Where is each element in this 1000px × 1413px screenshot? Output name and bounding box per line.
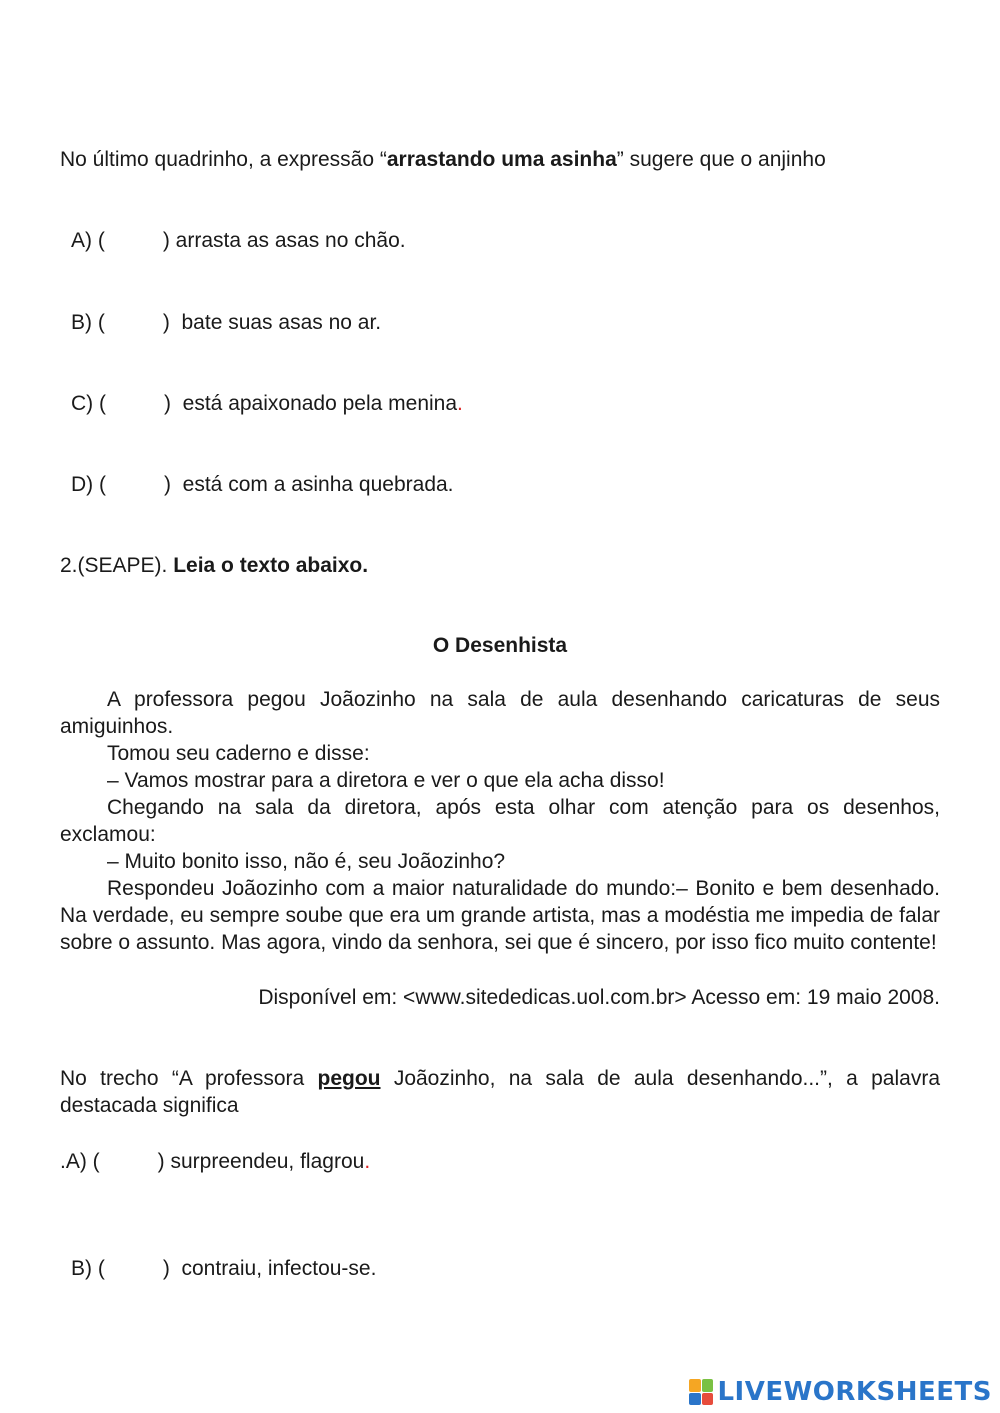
option-text: bate suas asas no ar. [169, 311, 382, 334]
question1-option-a[interactable] [71, 227, 406, 254]
logo-square [702, 1379, 714, 1392]
paragraph: Respondeu Joãozinho com a maior naturalidade do mundo:– Bonito e bem desenhado. Na verdade, eu sempre soube que era um grande artista, mas a modéstia me impedia de falar sobre o assunto. Mas agora, vindo da senhora, sei que é sincero, por isso fico muito contente! [60, 877, 940, 954]
logo-square [689, 1379, 701, 1392]
question1-stem-before: No último quadrinho, a expressão “ [60, 148, 387, 171]
question1-option-c[interactable] [71, 390, 463, 417]
option-close-paren: ) [162, 311, 170, 334]
highlighted-word: pegou [317, 1067, 381, 1090]
option-letter: C) ( [71, 392, 106, 415]
question2-stem-after: Joãozinho, na sala de aula desenhando...”, a palavra [380, 1067, 941, 1090]
option-text: surpreendeu, flagrou [164, 1150, 365, 1173]
option-close-paren: ) [164, 473, 171, 496]
paragraph: A professora pegou Joãozinho na sala de aula desenhando caricaturas de seus amiguinhos. [60, 688, 940, 738]
option-letter: .A) ( [60, 1150, 100, 1173]
red-dot-marker: . [457, 392, 463, 415]
option-letter: A) ( [71, 229, 105, 252]
option-close-paren: ) [162, 1257, 170, 1280]
logo-square [702, 1393, 714, 1406]
option-close-paren: ) [157, 1150, 165, 1173]
paragraph: Tomou seu caderno e disse: [107, 742, 370, 765]
text-source: Disponível em: <www.sitededicas.uol.com.br> Acesso em: 19 maio 2008. [258, 986, 940, 1009]
paragraph: – Vamos mostrar para a diretora e ver o que ela acha disso! [107, 769, 665, 792]
question1-option-b[interactable] [71, 309, 381, 336]
question2-stem-line2: destacada significa [60, 1094, 239, 1117]
question2-instruction: Leia o texto abaixo. [173, 554, 369, 577]
question2-number: 2.(SEAPE). [60, 554, 174, 577]
question1-stem-bold: arrastando uma asinha [386, 148, 617, 171]
option-text: está apaixonado pela menina [171, 392, 458, 415]
logo-text: LIVEWORKSHEETS [717, 1377, 992, 1407]
logo-square [689, 1393, 701, 1406]
logo-mark-icon [689, 1379, 713, 1405]
liveworksheets-logo [689, 1377, 992, 1407]
option-text: contraiu, infectou-se. [169, 1257, 377, 1280]
option-text: está com a asinha quebrada. [171, 473, 454, 496]
option-letter: B) ( [71, 1257, 105, 1280]
option-letter: B) ( [71, 311, 105, 334]
question2-header [60, 552, 368, 579]
text-passage [60, 686, 940, 956]
question2-stem-line1 [60, 1065, 940, 1092]
paragraph: Chegando na sala da diretora, após esta olhar com atenção para os desenhos, exclamou: [60, 796, 940, 846]
question2-stem [60, 1065, 940, 1119]
question2-option-b[interactable] [71, 1255, 376, 1282]
paragraph: – Muito bonito isso, não é, seu Joãozinho? [107, 850, 506, 873]
option-close-paren: ) [162, 229, 170, 252]
text-title: O Desenhista [432, 634, 568, 657]
question2-option-a[interactable] [60, 1148, 370, 1175]
red-dot-marker: . [364, 1150, 371, 1173]
option-letter: D) ( [71, 473, 106, 496]
question2-stem-before: No trecho “A professora [60, 1067, 318, 1090]
question1-stem [60, 146, 826, 173]
question1-option-d[interactable] [71, 471, 454, 498]
option-text: arrasta as asas no chão. [169, 229, 406, 252]
option-close-paren: ) [164, 392, 171, 415]
question1-stem-after: ” sugere que o anjinho [616, 148, 826, 171]
